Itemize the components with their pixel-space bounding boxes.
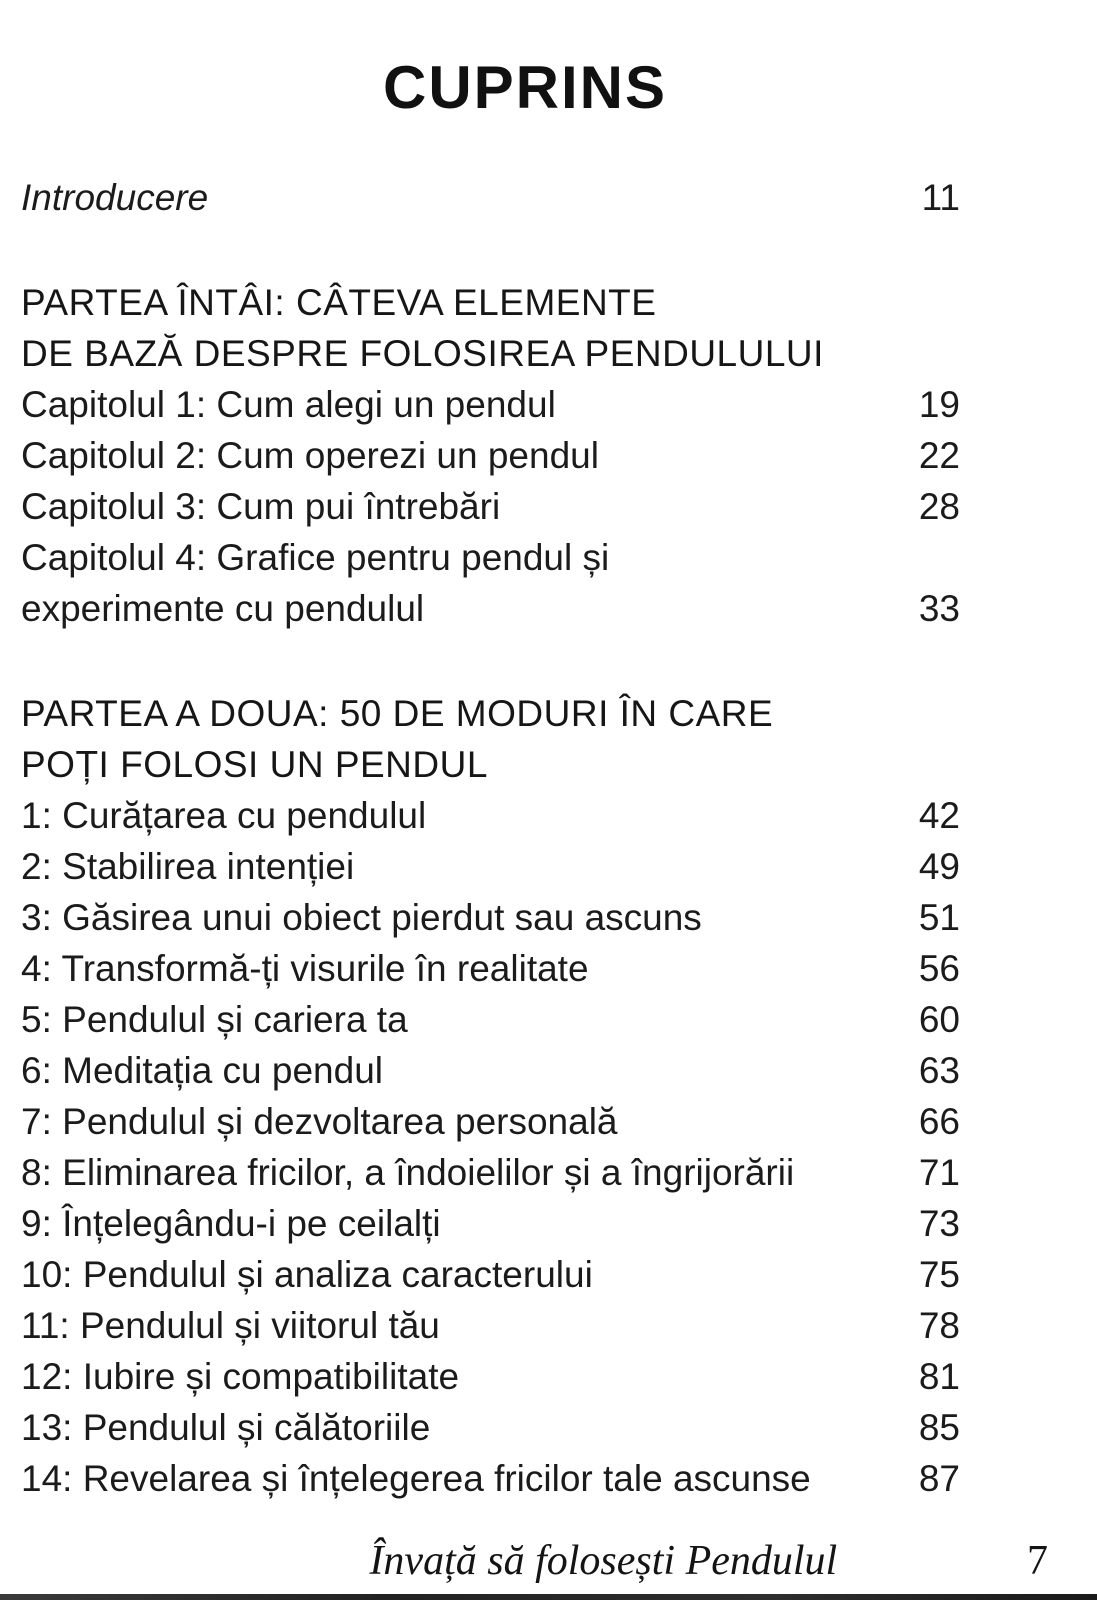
toc-entry-label: 1: Curățarea cu pendulul xyxy=(21,795,427,836)
toc-entry-row xyxy=(21,892,960,943)
toc-entry-row xyxy=(21,379,960,430)
footer-page-number: 7 xyxy=(1027,1538,1048,1584)
toc-entry-page-number: 33 xyxy=(918,588,960,629)
page-title: CUPRINS xyxy=(382,54,668,122)
toc-entry-label: 9: Înțelegându-i pe ceilalți xyxy=(21,1203,441,1244)
scan-edge-artifact xyxy=(0,1594,1097,1600)
toc-entry-label: 5: Pendulul și cariera ta xyxy=(21,999,408,1040)
toc-entry-row xyxy=(21,1351,960,1402)
toc-entry-page-number: 22 xyxy=(918,435,960,476)
toc-entry-page-number: 85 xyxy=(918,1407,960,1448)
toc-intro-row xyxy=(21,172,960,223)
toc-entry-page-number: 49 xyxy=(918,846,960,887)
toc-entry-label: 7: Pendulul și dezvoltarea personală xyxy=(21,1101,618,1142)
footer-book-title: Învață să folosești Pendulul xyxy=(369,1538,838,1584)
toc-entry-label: 10: Pendulul și analiza caracterului xyxy=(21,1254,593,1295)
toc-section-heading-line: DE BAZĂ DESPRE FOLOSIREA PENDULULUI xyxy=(21,333,824,374)
toc-entry-row xyxy=(21,1249,960,1300)
toc-entry-row xyxy=(21,943,960,994)
toc-entry-page-number: 63 xyxy=(918,1050,960,1091)
toc-entry-page-number: 42 xyxy=(918,795,960,836)
toc-entry-row xyxy=(21,994,960,1045)
table-of-contents xyxy=(21,172,960,1504)
toc-entry-page-number: 19 xyxy=(918,384,960,425)
toc-entry-label: Capitolul 4: Grafice pentru pendul și xyxy=(21,537,610,578)
toc-entry-page-number: 81 xyxy=(918,1356,960,1397)
toc-entry-label: 8: Eliminarea fricilor, a îndoielilor și a îngrijorării xyxy=(21,1152,795,1193)
toc-entry-label: 12: Iubire și compatibilitate xyxy=(21,1356,460,1397)
toc-entry-row xyxy=(21,841,960,892)
toc-entry-row xyxy=(21,430,960,481)
toc-entry-row xyxy=(21,481,960,532)
page-footer xyxy=(0,1537,1097,1589)
toc-entry-label: 3: Găsirea unui obiect pierdut sau ascuns xyxy=(21,897,702,938)
toc-entry-page-number: 75 xyxy=(918,1254,960,1295)
toc-entry-row xyxy=(21,790,960,841)
toc-entry-page-number: 66 xyxy=(918,1101,960,1142)
toc-entry-row xyxy=(21,1198,960,1249)
toc-entry-label: Capitolul 3: Cum pui întrebări xyxy=(21,486,501,527)
toc-entry-page-number: 11 xyxy=(921,177,960,218)
toc-entry-label: 2: Stabilirea intenției xyxy=(21,846,355,887)
toc-entry-row xyxy=(21,1147,960,1198)
toc-entry-row xyxy=(21,1045,960,1096)
toc-entry-page-number: 73 xyxy=(918,1203,960,1244)
toc-section-heading-line: PARTEA ÎNTÂI: CÂTEVA ELEMENTE xyxy=(21,282,657,323)
toc-entry-row xyxy=(21,532,960,583)
toc-entry-row xyxy=(21,1453,960,1504)
toc-entry-row xyxy=(21,583,960,634)
toc-entry-page-number: 60 xyxy=(918,999,960,1040)
toc-section-heading-line: POȚI FOLOSI UN PENDUL xyxy=(21,744,488,785)
toc-entry-label: Introducere xyxy=(21,177,209,218)
toc-entry-page-number: 51 xyxy=(918,897,960,938)
toc-sections xyxy=(21,277,960,1504)
toc-entry-page-number: 87 xyxy=(918,1458,960,1499)
toc-entry-label: Capitolul 2: Cum operezi un pendul xyxy=(21,435,599,476)
toc-entry-page-number: 28 xyxy=(918,486,960,527)
toc-entry-label: experimente cu pendulul xyxy=(21,588,425,629)
toc-entry-label: 13: Pendulul și călătoriile xyxy=(21,1407,431,1448)
toc-entry-page-number: 56 xyxy=(918,948,960,989)
toc-entry-label: 6: Meditația cu pendul xyxy=(21,1050,384,1091)
toc-entry-row xyxy=(21,1096,960,1147)
toc-entry-label: 4: Transformă-ți visurile în realitate xyxy=(21,948,589,989)
toc-entry-label: 11: Pendulul și viitorul tău xyxy=(21,1305,440,1346)
toc-entry-page-number: 78 xyxy=(918,1305,960,1346)
toc-entry-label: Capitolul 1: Cum alegi un pendul xyxy=(21,384,556,425)
toc-entry-row xyxy=(21,1300,960,1351)
toc-entry-row xyxy=(21,1402,960,1453)
toc-section-heading-line: PARTEA A DOUA: 50 DE MODURI ÎN CARE xyxy=(21,693,774,734)
toc-entry-page-number: 71 xyxy=(918,1152,960,1193)
toc-entry-label: 14: Revelarea și înțelegerea fricilor tale ascunse xyxy=(21,1458,811,1499)
